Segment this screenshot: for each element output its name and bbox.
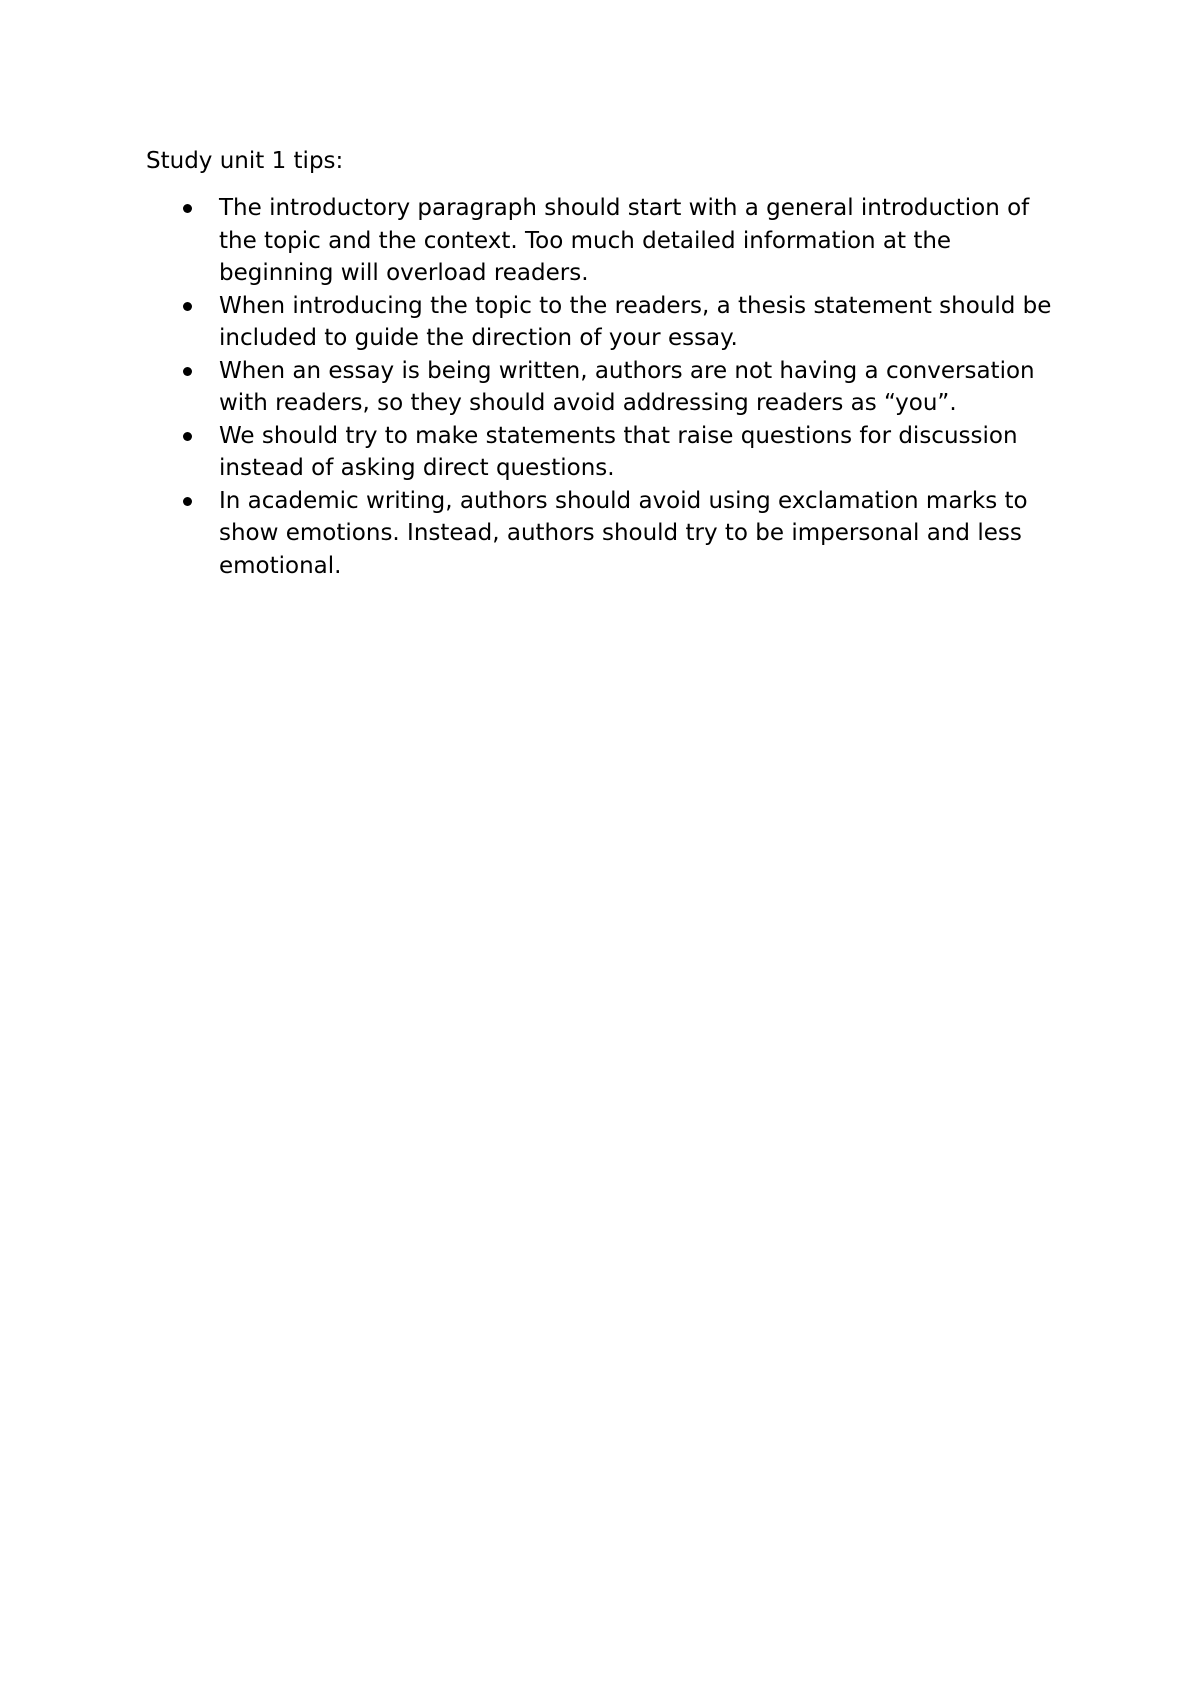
list-item: [146, 420, 1066, 485]
list-item: [146, 355, 1066, 420]
tip-text: When an essay is being written, authors are not having a conversation with readers, so they should avoid addressing readers as “you”.: [219, 357, 1035, 416]
tips-list: [146, 192, 1066, 582]
tip-text: In academic writing, authors should avoid using exclamation marks to show emotions. Instead, authors should try to be impersonal and less emotional.: [219, 487, 1028, 579]
list-item: [146, 192, 1066, 290]
list-item: [146, 485, 1066, 583]
bullet-icon: [183, 367, 192, 376]
tip-text: When introducing the topic to the readers, a thesis statement should be included to guide the direction of your essay.: [219, 292, 1052, 351]
tip-text: We should try to make statements that raise questions for discussion instead of asking direct questions.: [219, 422, 1018, 481]
bullet-icon: [183, 204, 192, 213]
bullet-icon: [183, 432, 192, 441]
list-item: [146, 290, 1066, 355]
bullet-icon: [183, 497, 192, 506]
bullet-icon: [183, 302, 192, 311]
document-heading: Study unit 1 tips:: [146, 148, 344, 174]
tip-text: The introductory paragraph should start with a general introduction of the topic and the context. Too much detailed information at the beginning will overload readers.: [219, 195, 1030, 286]
